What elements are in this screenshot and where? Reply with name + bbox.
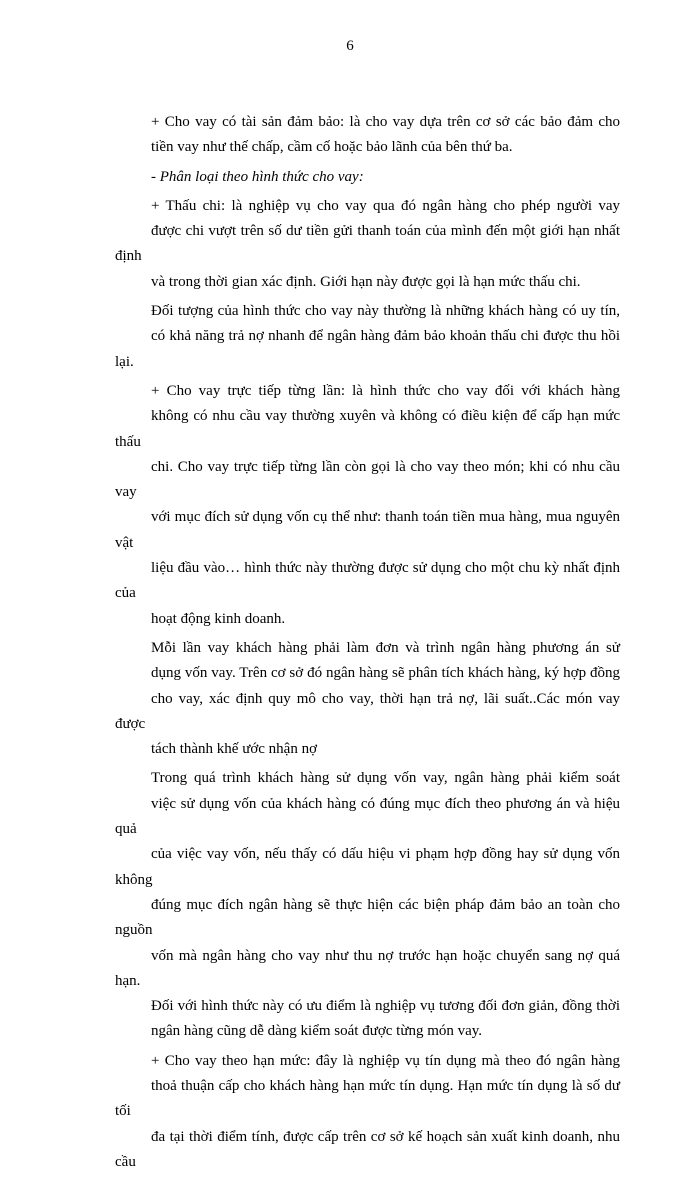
text-line: hoạt động kinh doanh. [151,610,286,627]
paragraph-direct-loan [115,379,620,632]
text-line: đúng mục đích ngân hàng sẽ thực hiện các biện pháp đảm bảo an toàn cho nguồn [115,896,620,939]
text-line: tiền vay như thế chấp, cầm cố hoặc bảo lãnh của bên thứ ba. [151,139,513,156]
text-line: thoả thuận cấp cho khách hàng hạn mức tín dụng. Hạn mức tín dụng là số dư tối [115,1077,620,1120]
text-line: + Cho vay trực tiếp từng lần: là hình thức cho vay đối với khách hàng [151,382,620,399]
paragraph-loan-application [115,636,620,762]
text-line: việc sử dụng vốn của khách hàng có đúng mục đích theo phương án và hiệu quả [115,795,620,838]
text-line: + Cho vay có tài sản đảm bảo: là cho vay dựa trên cơ sở các bảo đảm cho [151,114,620,130]
text-line: + Thấu chi: là nghiệp vụ cho vay qua đó ngân hàng cho phép người vay [151,197,620,214]
text-line: liệu đầu vào… hình thức này thường được sử dụng cho một chu kỳ nhất định của [115,560,620,602]
text-line: tách thành khế ước nhận nợ [151,741,318,758]
text-line: của việc vay vốn, nếu thấy có dấu hiệu vi phạm hợp đồng hay sử dụng vốn không [115,846,620,888]
text-line: đa tại thời điểm tính, được cấp trên cơ sở kế hoạch sản xuất kinh doanh, nhu cầu [115,1128,620,1170]
paragraph-overdraft [115,194,620,295]
paragraph-credit-limit-loan [115,1049,620,1175]
text-line: Mỗi lần vay khách hàng phải làm đơn và trình ngân hàng phương án sử [151,639,620,656]
section-heading-loan-forms [115,165,620,190]
text-line: Đối tượng của hình thức cho vay này thường là những khách hàng có uy tín, [151,303,620,320]
text-line: với mục đích sử dụng vốn cụ thể như: thanh toán tiền mua hàng, mua nguyên vật [115,509,620,551]
text-line: dụng vốn vay. Trên cơ sở đó ngân hàng sẽ phân tích khách hàng, ký hợp đồng [151,665,620,682]
document-body [115,110,620,1179]
text-line: có khả năng trả nợ nhanh để ngân hàng đảm bảo khoản thấu chi được thu hồi lại. [115,328,620,370]
text-line: và trong thời gian xác định. Giới hạn này được gọi là hạn mức thấu chi. [151,273,581,290]
paragraph-overdraft-target [115,299,620,375]
text-line: Trong quá trình khách hàng sử dụng vốn vay, ngân hàng phải kiểm soát [151,770,620,787]
text-line: không có nhu cầu vay thường xuyên và không có điều kiện để cấp hạn mức thấu [115,408,620,450]
text-line: - Phân loại theo hình thức cho vay: [151,168,364,185]
text-line: vốn mà ngân hàng cho vay như thu nợ trước hạn hoặc chuyển sang nợ quá hạn. [115,947,620,989]
text-line: + Cho vay theo hạn mức: đây là nghiệp vụ tín dụng mà theo đó ngân hàng [151,1052,620,1069]
text-line: cho vay, xác định quy mô cho vay, thời hạn trả nợ, lãi suất..Các món vay được [115,690,620,732]
paragraph-secured-loan [115,110,620,161]
text-line: Đối với hình thức này có ưu điểm là nghiệp vụ tương đối đơn giản, đồng thời [151,998,620,1015]
text-line: được chi vượt trên số dư tiền gửi thanh toán của mình đến một giới hạn nhất định [115,223,620,265]
paragraph-loan-control [115,766,620,1044]
page-number: 6 [346,38,354,54]
text-line: ngân hàng cũng dễ dàng kiểm soát được từng món vay. [151,1023,483,1040]
text-line: chi. Cho vay trực tiếp từng lần còn gọi là cho vay theo món; khi có nhu cầu vay [115,458,620,501]
